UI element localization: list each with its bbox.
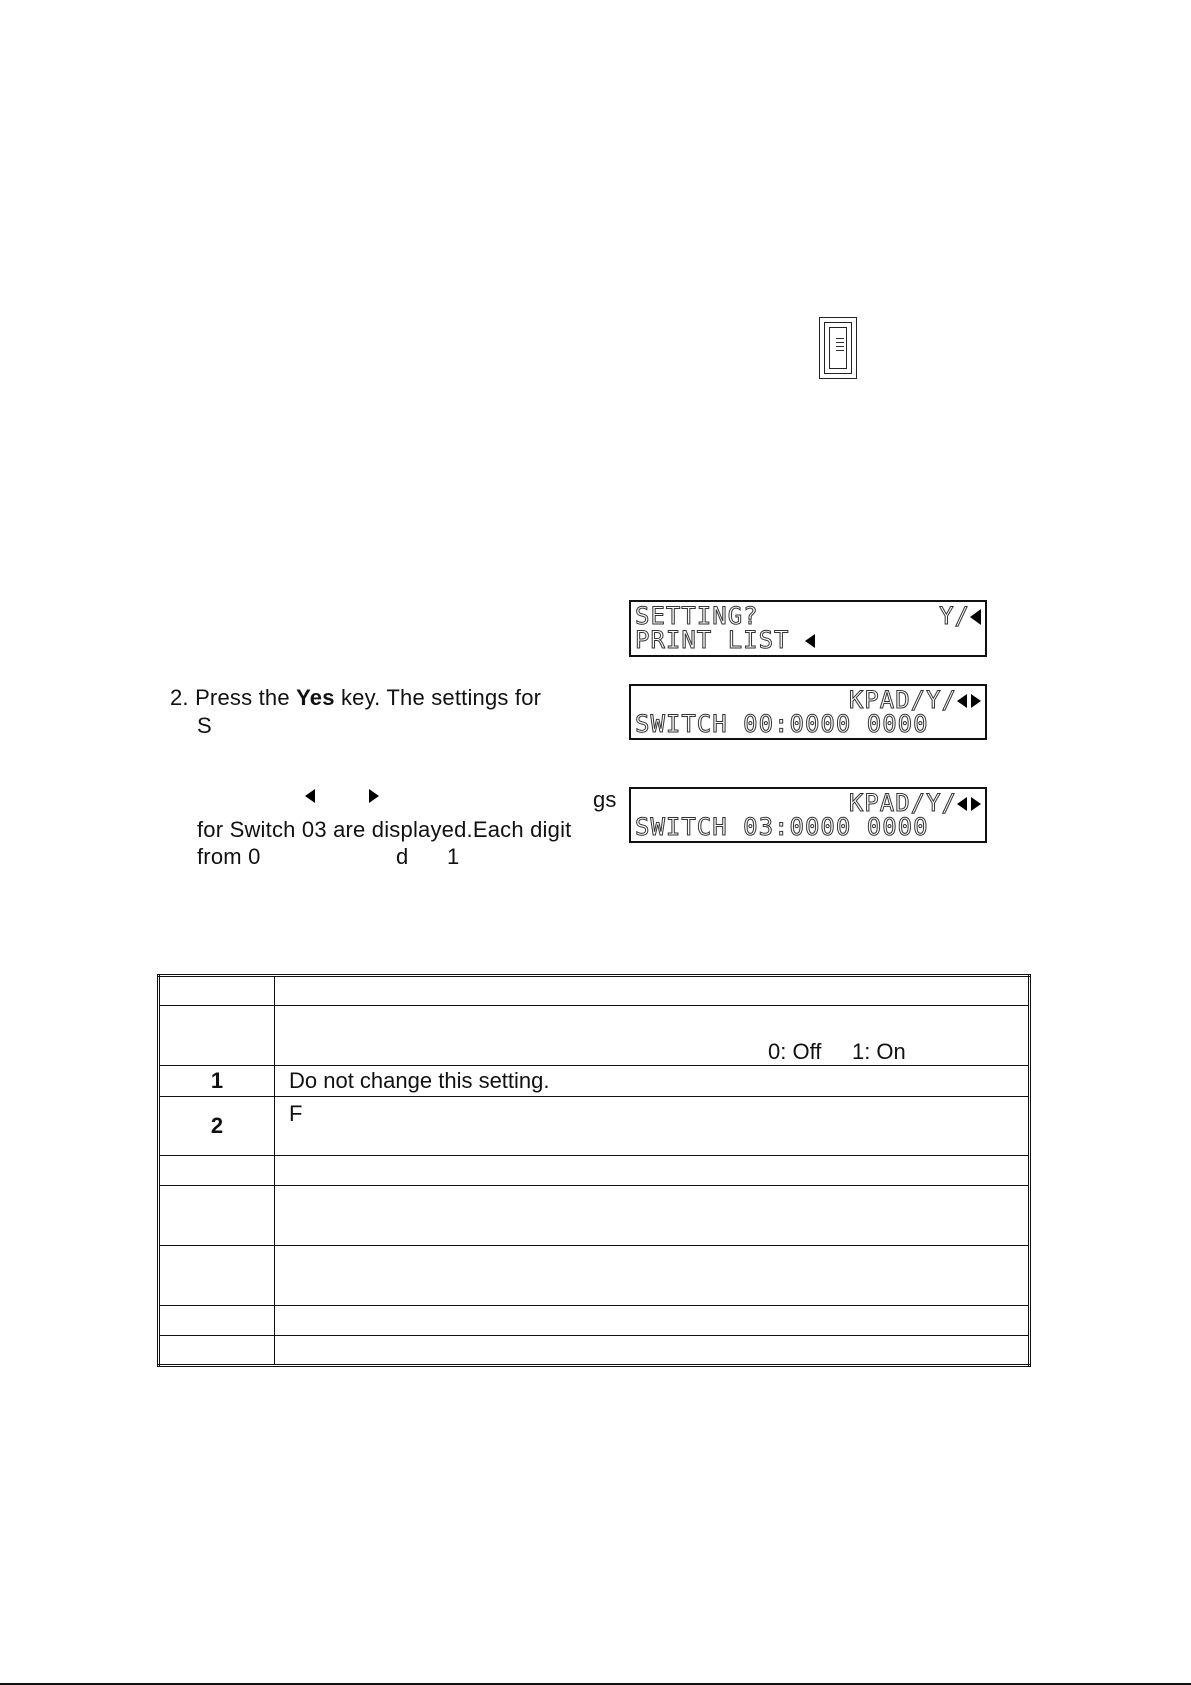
bit-cell: 2: [159, 1097, 275, 1156]
step-text: Press the: [195, 685, 297, 710]
step-text: key. The settings for: [334, 685, 542, 710]
right-key-icon: [369, 789, 379, 803]
lcd-line1-right: KPAD/Y/: [848, 789, 957, 817]
bit-cell: [159, 1156, 275, 1186]
lcd-line2: SWITCH 00:0000 0000: [635, 710, 929, 738]
step-3-line2: for Switch 03 are displayed.Each digit: [197, 817, 572, 842]
table-row: [159, 1006, 1030, 1066]
right-arrow-icon: [971, 694, 981, 708]
table-row: [159, 1097, 1030, 1156]
desc-cell: [275, 1306, 1030, 1336]
step-3-line3a: from 0: [197, 844, 261, 869]
left-arrow-icon: [805, 634, 815, 648]
table-row: [159, 1186, 1030, 1246]
desc-cell: F: [275, 1097, 1030, 1156]
left-arrow-icon: [970, 609, 981, 625]
left-key-icon: [305, 789, 315, 803]
step-3-line3c: 1: [447, 844, 460, 869]
desc-cell: [275, 976, 1030, 1006]
step-3-line3b: d: [396, 844, 409, 869]
lcd-display-switch-00: [629, 684, 987, 740]
desc-cell: Do not change this setting.: [275, 1066, 1030, 1097]
step-3-fragment: gs: [593, 787, 617, 812]
bit-cell: [159, 1006, 275, 1066]
right-arrow-icon: [971, 797, 981, 811]
lcd-line1: SETTING?: [635, 602, 759, 630]
lcd-display-setting: [629, 600, 987, 657]
table-row: [159, 1336, 1030, 1366]
step-2-line2: S: [197, 713, 212, 738]
left-arrow-icon: [957, 797, 967, 811]
bit-cell: [159, 1186, 275, 1246]
lcd-line1-right: KPAD/Y/: [848, 686, 957, 714]
bit-cell: [159, 1336, 275, 1366]
left-arrow-icon: [957, 694, 967, 708]
switch-settings-table: [157, 974, 1031, 1367]
lcd-line2: PRINT LIST: [635, 626, 805, 654]
yes-key-label: Yes: [296, 685, 335, 710]
desc-cell: [275, 1006, 1030, 1066]
desc-cell: [275, 1246, 1030, 1306]
bit-cell: [159, 976, 275, 1006]
table-row: [159, 976, 1030, 1006]
desc-cell: [275, 1156, 1030, 1186]
off-on-legend: 0: Off 1: On: [768, 1039, 906, 1064]
table-row: [159, 1246, 1030, 1306]
desc-cell: [275, 1186, 1030, 1246]
lcd-line1-right: Y/: [939, 602, 970, 630]
table-row: [159, 1156, 1030, 1186]
table-row: [159, 1066, 1030, 1097]
desc-cell: [275, 1336, 1030, 1366]
bit-cell: 1: [159, 1066, 275, 1097]
step-2-line1: [170, 685, 541, 711]
bit-cell: [159, 1306, 275, 1336]
bit-cell: [159, 1246, 275, 1306]
lcd-line2: SWITCH 03:0000 0000: [635, 813, 929, 841]
document-icon: [819, 317, 857, 379]
table-row: [159, 1306, 1030, 1336]
step-number: 2.: [170, 685, 189, 710]
lcd-display-switch-03: [629, 787, 987, 843]
